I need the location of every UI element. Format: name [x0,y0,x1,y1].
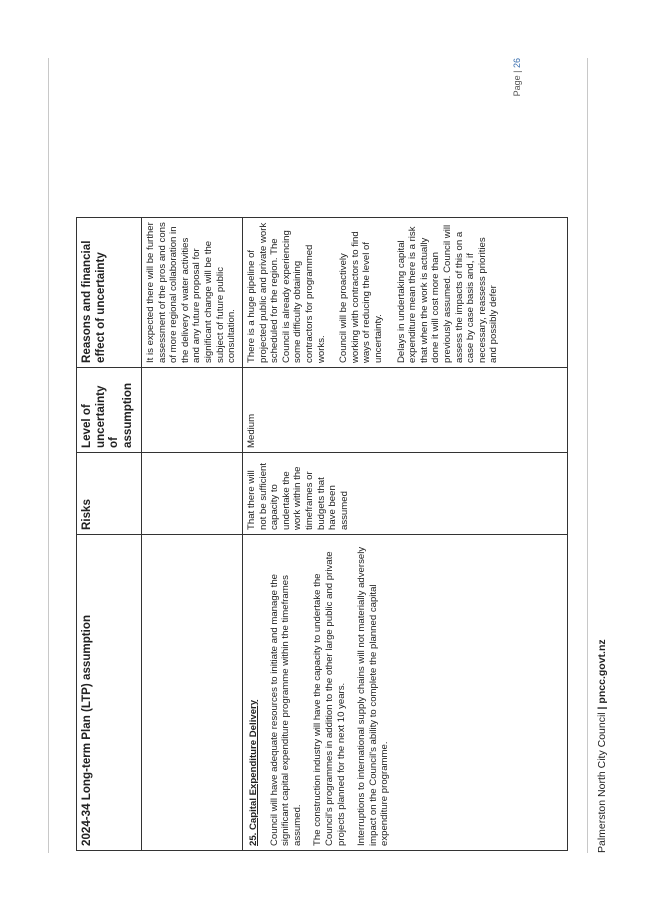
assumption-paragraph: The construction industry will have the capacity to undertake the Council's programmes in addition to the other large public and private projects planned for the next 10 years. [312,551,347,846]
cell-level [142,368,243,453]
reason-paragraph: There is a huge pipeline of projected public and private work scheduled for the region. The Council is already experiencing some difficulty obtaining contractors for programmed works. [246,222,327,363]
cell-assumption [243,535,568,851]
cell-reasons [243,218,568,368]
header-assumption: 2024-34 Long-term Plan (LTP) assumption [77,535,142,851]
table-row [243,218,568,851]
footer-separator: | [596,706,608,710]
assumption-paragraph: Council will have adequate resources to initiate and manage the significant capital expenditure programme within the timeframes assumed. [268,574,303,846]
cell-assumption [142,535,243,851]
table-header-row [77,218,142,851]
page-number: 26 [512,58,522,69]
footer-website-link[interactable]: pncc.govt.nz [596,639,608,704]
header-reasons: Reasons and financial effect of uncertainty [77,218,142,368]
cell-risks: That there will not be sufficient capacity to undertake the work within the timeframes or budgets that have been assumed [243,453,568,535]
page-indicator [512,58,522,96]
cell-level: Medium [243,368,568,453]
footer-divider [587,58,588,853]
table-row [142,218,243,851]
top-divider [48,58,49,853]
footer-org: Palmerston North City Council [596,712,608,853]
page-label: Page | [512,70,522,97]
header-level: Level of uncertainty of assumption [77,368,142,453]
reason-paragraph: Council will be proactively working with contractors to find ways of reducing the level of uncertainty. [338,231,384,363]
footer-text [596,639,608,853]
assumption-paragraph: Interruptions to international supply chains will not materially adversely impact on the Council's ability to complete the planned capital expenditure programme. [356,546,391,846]
cell-reasons: It is expected there will be further assessment of the pros and cons of more regional collaboration in the delivery of water activities and any future proposal for significant change will be the subject of future public consultation. [142,218,243,368]
reason-paragraph: Delays in undertaking capital expenditure mean there is a risk that when the work is actually done it will cost more than previously assumed. Council will assess the impacts of this on a case by case basis and, if necessary, reassess priorities and possibly defer [395,224,500,363]
ltp-assumptions-table [76,217,568,851]
cell-risks [142,453,243,535]
assumption-title: 25. Capital Expenditure Delivery [248,699,259,846]
header-risks: Risks [77,453,142,535]
